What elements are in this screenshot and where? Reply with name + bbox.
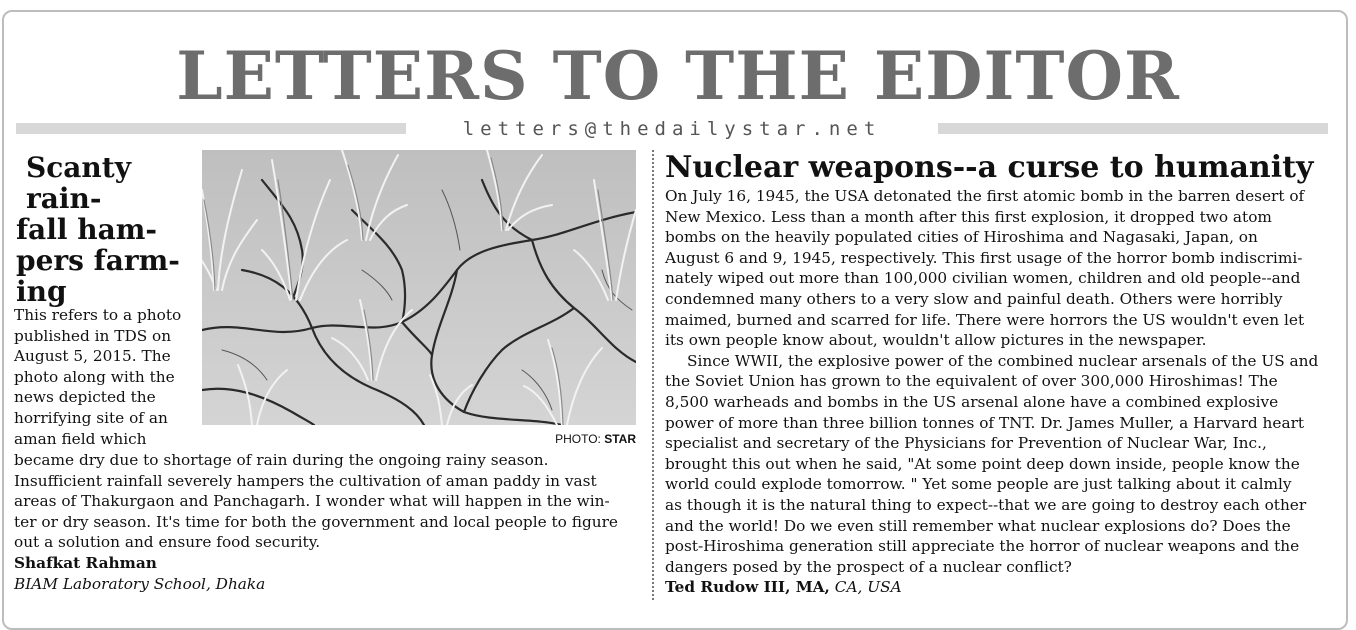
body-line: as though it is the natural thing to expect--that we are going to destroy each other: [665, 495, 1307, 514]
body-line: power of more than three billion tonnes of TNT. Dr. James Muller, a Harvard heart: [665, 413, 1305, 432]
body-line: specialist and secretary of the Physicians for Prevention of Nuclear War, Inc.,: [665, 434, 1267, 453]
body-line: photo along with the: [14, 367, 175, 386]
body-line: areas of Thakurgaon and Panchagarh. I wonder what will happen in the win-: [14, 492, 610, 511]
cracked-field-photo: [202, 150, 636, 425]
photo-credit-label: PHOTO:: [555, 432, 601, 446]
body-line: New Mexico. Less than a month after this first explosion, it dropped two atom: [665, 207, 1272, 226]
body-line: became dry due to shortage of rain during the ongoing rainy season.: [14, 451, 549, 469]
letter-affiliation: BIAM Laboratory School, Dhaka: [14, 574, 266, 593]
body-line: August 6 and 9, 1945, respectively. This first usage of the horror bomb indiscrimi-: [665, 248, 1303, 267]
body-line: world could explode tomorrow. " Yet some people are just talking about it calmly: [665, 475, 1292, 494]
headline-line: pers farm-: [16, 244, 180, 277]
body-line: and the world! Do we even still remember what nuclear explosions do? Does the: [665, 516, 1291, 535]
headline-line: fall ham-: [16, 213, 157, 246]
column-divider: [652, 150, 654, 600]
body-line: its own people know about, wouldn't allow pictures in the newspaper.: [665, 331, 1207, 350]
letter-nuclear-weapons: [665, 150, 1341, 598]
letter-body-narrow: [14, 305, 200, 449]
page-masthead: LETTERS TO THE EDITOR: [176, 37, 1180, 115]
body-line: the Soviet Union has grown to the equivalent of over 300,000 Hiroshimas! The: [665, 372, 1278, 391]
headline-line: ing: [16, 275, 67, 308]
letter-author: Shafkat Rahman: [14, 553, 157, 572]
body-line: Insufficient rainfall severely hampers the cultivation of aman paddy in vast: [14, 471, 597, 490]
body-line: news depicted the: [14, 388, 156, 407]
body-line: This refers to a photo: [14, 306, 182, 324]
editor-email: letters@thedailystar.net: [462, 118, 882, 140]
photo-credit: [454, 432, 636, 447]
letter-signature: [665, 577, 1341, 598]
body-line: post-Hiroshima generation still appreciate the horror of nuclear weapons and the: [665, 537, 1300, 556]
body-line: nately wiped out more than 100,000 civilian women, children and old people--and: [665, 269, 1301, 288]
letter-headline: Nuclear weapons--a curse to humanity: [665, 150, 1314, 185]
masthead-rule-right: [938, 123, 1328, 134]
letter-author: Ted Rudow III, MA,: [665, 578, 830, 597]
body-line: out a solution and ensure food security.: [14, 533, 321, 552]
body-line: August 5, 2015. The: [14, 347, 171, 366]
photo-credit-source: STAR: [604, 432, 636, 446]
letter-location: CA, USA: [834, 578, 902, 597]
body-line: On July 16, 1945, the USA detonated the first atomic bomb in the barren desert of: [665, 187, 1305, 205]
body-line: published in TDS on: [14, 326, 172, 345]
body-line: Since WWII, the explosive power of the combined nuclear arsenals of the US and: [687, 351, 1319, 370]
body-line: bombs on the heavily populated cities of Hiroshima and Nagasaki, Japan, on: [665, 228, 1258, 247]
body-line: maimed, burned and scarred for life. There were horrors the US wouldn't even let: [665, 310, 1305, 329]
body-line: brought this out when he said, "At some point deep down inside, people know the: [665, 454, 1300, 473]
body-line: condemned many others to a very slow and painful death. Others were horribly: [665, 289, 1283, 308]
body-line: ter or dry season. It's time for both the government and local people to figure: [14, 512, 618, 531]
body-line: 8,500 warheads and bombs in the US arsenal alone have a combined explosive: [665, 392, 1279, 411]
letter-body-wide: [14, 450, 640, 595]
masthead-rule-left: [16, 123, 406, 134]
body-line: aman field which: [14, 429, 147, 448]
body-line: dangers posed by the prospect of a nuclear conflict?: [665, 557, 1072, 576]
headline-line: Scanty rain-: [26, 151, 131, 215]
body-line: horrifying site of an: [14, 408, 168, 427]
letter-headline: [16, 152, 206, 307]
letter-body: [665, 186, 1341, 598]
